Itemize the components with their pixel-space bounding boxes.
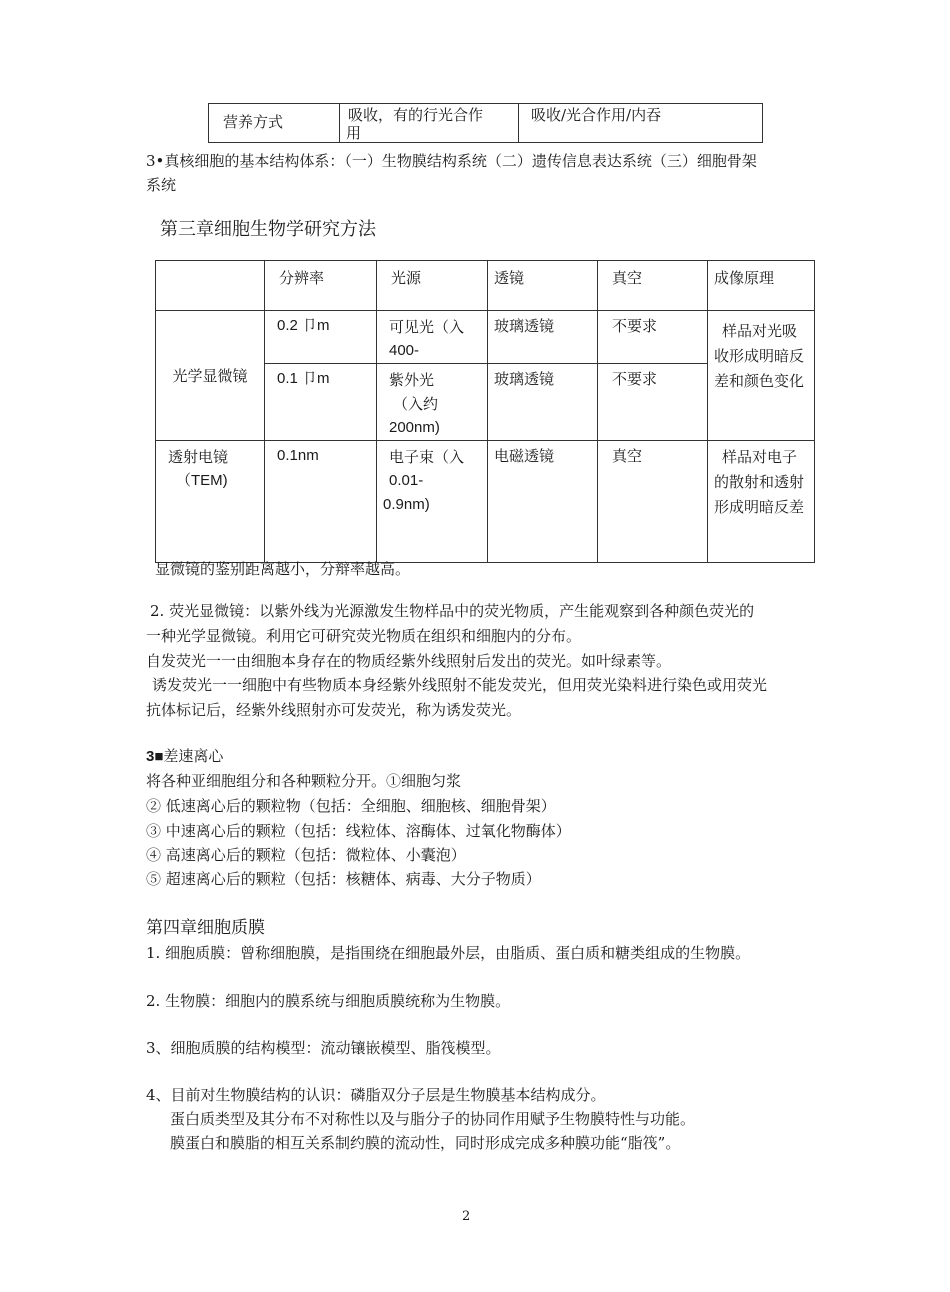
row2-light-line3: 200nm) [389,419,440,436]
tem-vacuum-cell [598,441,708,563]
row2-resolution-cell [265,364,377,441]
tem-light-cell [377,441,488,563]
tem-light-line1: 电子束（入 [389,448,465,466]
header-light-cell [377,261,488,311]
tem-lens-cell [488,441,598,563]
chapter4-p4: 4、目前对生物膜结构的认识：磷脂双分子层是生物膜基本结构成分。 [146,1086,606,1104]
chapter4-title: 第四章细胞质膜 [146,918,265,938]
eukaryote-structure-line1: 3•真核细胞的基本结构体系：（一）生物膜结构系统（二）遗传信息表达系统（三）细胞骨架 [146,152,757,170]
tem-resolution-cell [265,441,377,563]
nutrition-table [208,103,763,143]
optical-principle-cell [708,311,815,441]
nutrition-col2-line2: 用 [346,124,362,142]
header-light: 光源 [391,269,422,287]
row2-vacuum-cell [598,364,708,441]
nutrition-label-cell [209,104,340,143]
row1-light-cell [377,311,488,364]
centrifuge-title-text: 差速离心 [163,747,224,765]
tem-principle-cell [708,441,815,563]
row1-resolution: 0.2 卩m [277,317,330,334]
centrifuge-title [146,745,223,766]
nutrition-col3: 吸收/光合作用/内吞 [531,106,662,124]
chapter3-title: 第三章细胞生物学研究方法 [160,219,376,240]
tem-label-line1: 透射电镜 [168,448,229,466]
row1-light-line2: 400- [389,342,420,359]
eukaryote-structure-line2: 系统 [146,176,177,194]
fluorescence-line2: 一种光学显微镜。利用它可研究荧光物质在组织和细胞内的分布。 [146,627,582,645]
row2-lens: 玻璃透镜 [494,370,555,388]
microscope-table [155,260,815,563]
header-lens-cell [488,261,598,311]
optical-principle-line3: 差和颜色变化 [714,372,805,390]
centrifuge-title-number: 3■ [146,748,164,765]
nutrition-col2-line1: 吸收，有的行光合作 [348,106,484,124]
tem-label-line2: （TEM) [176,472,228,489]
row2-light-line2: （入约 [393,395,439,413]
header-vacuum: 真空 [612,269,643,287]
tem-lens: 电磁透镜 [494,447,555,465]
tem-principle-line2: 的散射和透射 [714,473,805,491]
chapter4-p4-line2: 蛋白质类型及其分布不对称性以及与脂分子的协同作用赋予生物膜特性与功能。 [170,1110,696,1128]
header-principle-cell [708,261,815,311]
chapter4-p2: 2. 生物膜：细胞内的膜系统与细胞质膜统称为生物膜。 [146,992,511,1010]
nutrition-col2-cell [340,104,519,143]
optical-principle-line2: 收形成明暗反 [714,347,805,365]
tem-label-cell [156,441,265,563]
centrifuge-item-3: ③ 中速离心后的颗粒（包括：线粒体、溶酶体、过氧化物酶体） [146,822,571,840]
row2-light-cell [377,364,488,441]
centrifuge-item-5: ⑤ 超速离心后的颗粒（包括：核糖体、病毒、大分子物质） [146,870,541,888]
fluorescence-line3: 自发荧光一一由细胞本身存在的物质经紫外线照射后发出的荧光。如叶绿素等。 [146,652,672,670]
row1-light-line1: 可见光（入 [389,318,465,336]
page-number: 2 [462,1209,471,1224]
centrifuge-line1: 将各种亚细胞组分和各种颗粒分开。①细胞匀浆 [146,772,462,790]
tem-principle-line1: 样品对电子 [722,448,798,466]
fluorescence-line4: 诱发荧光一一细胞中有些物质本身经紫外线照射不能发荧光，但用荧光染料进行染色或用荧光 [152,676,768,694]
row2-vacuum: 不要求 [612,370,658,388]
nutrition-col3-cell [519,104,763,143]
fluorescence-line1: 2. 荧光显微镜：以紫外线为光源激发生物样品中的荧光物质，产生能观察到各种颜色荧光的 [150,602,755,620]
tem-light-line3: 0.9nm) [383,496,430,513]
centrifuge-item-4: ④ 高速离心后的颗粒（包括：微粒体、小囊泡） [146,846,466,864]
row2-lens-cell [488,364,598,441]
row1-vacuum-cell [598,311,708,364]
resolution-note: 显微镜的鉴别距离越小，分辩率越高。 [155,560,411,578]
tem-resolution: 0.1nm [277,447,319,464]
row2-light-line1: 紫外光 [389,371,435,389]
header-lens: 透镜 [494,269,525,287]
header-resolution-cell [265,261,377,311]
header-empty [156,261,265,311]
header-resolution: 分辨率 [279,269,325,287]
optical-label-cell [156,311,265,441]
row1-resolution-cell [265,311,377,364]
fluorescence-line5: 抗体标记后，经紫外线照射亦可发荧光，称为诱发荧光。 [146,701,522,719]
row1-lens: 玻璃透镜 [494,317,555,335]
tem-principle-line3: 形成明暗反差 [714,498,805,516]
chapter4-p3: 3、细胞质膜的结构模型：流动镶嵌模型、脂筏模型。 [146,1039,501,1057]
header-vacuum-cell [598,261,708,311]
tem-light-line2: 0.01- [389,472,424,489]
row2-resolution: 0.1 卩m [277,370,330,387]
header-principle: 成像原理 [714,269,775,287]
nutrition-label: 营养方式 [223,113,284,131]
row1-vacuum: 不要求 [612,317,658,335]
chapter4-p1: 1. 细胞质膜：曾称细胞膜，是指围绕在细胞最外层，由脂质、蛋白质和糖类组成的生物膜。 [146,944,751,962]
tem-vacuum: 真空 [612,447,643,465]
chapter4-p4-line3: 膜蛋白和膜脂的相互关系制约膜的流动性，同时形成完成多种膜功能“脂筏”。 [170,1134,681,1152]
centrifuge-item-2: ② 低速离心后的颗粒物（包括：全细胞、细胞核、细胞骨架） [146,797,556,815]
optical-label: 光学显微镜 [172,367,248,385]
row1-lens-cell [488,311,598,364]
optical-principle-line1: 样品对光吸 [722,322,798,340]
